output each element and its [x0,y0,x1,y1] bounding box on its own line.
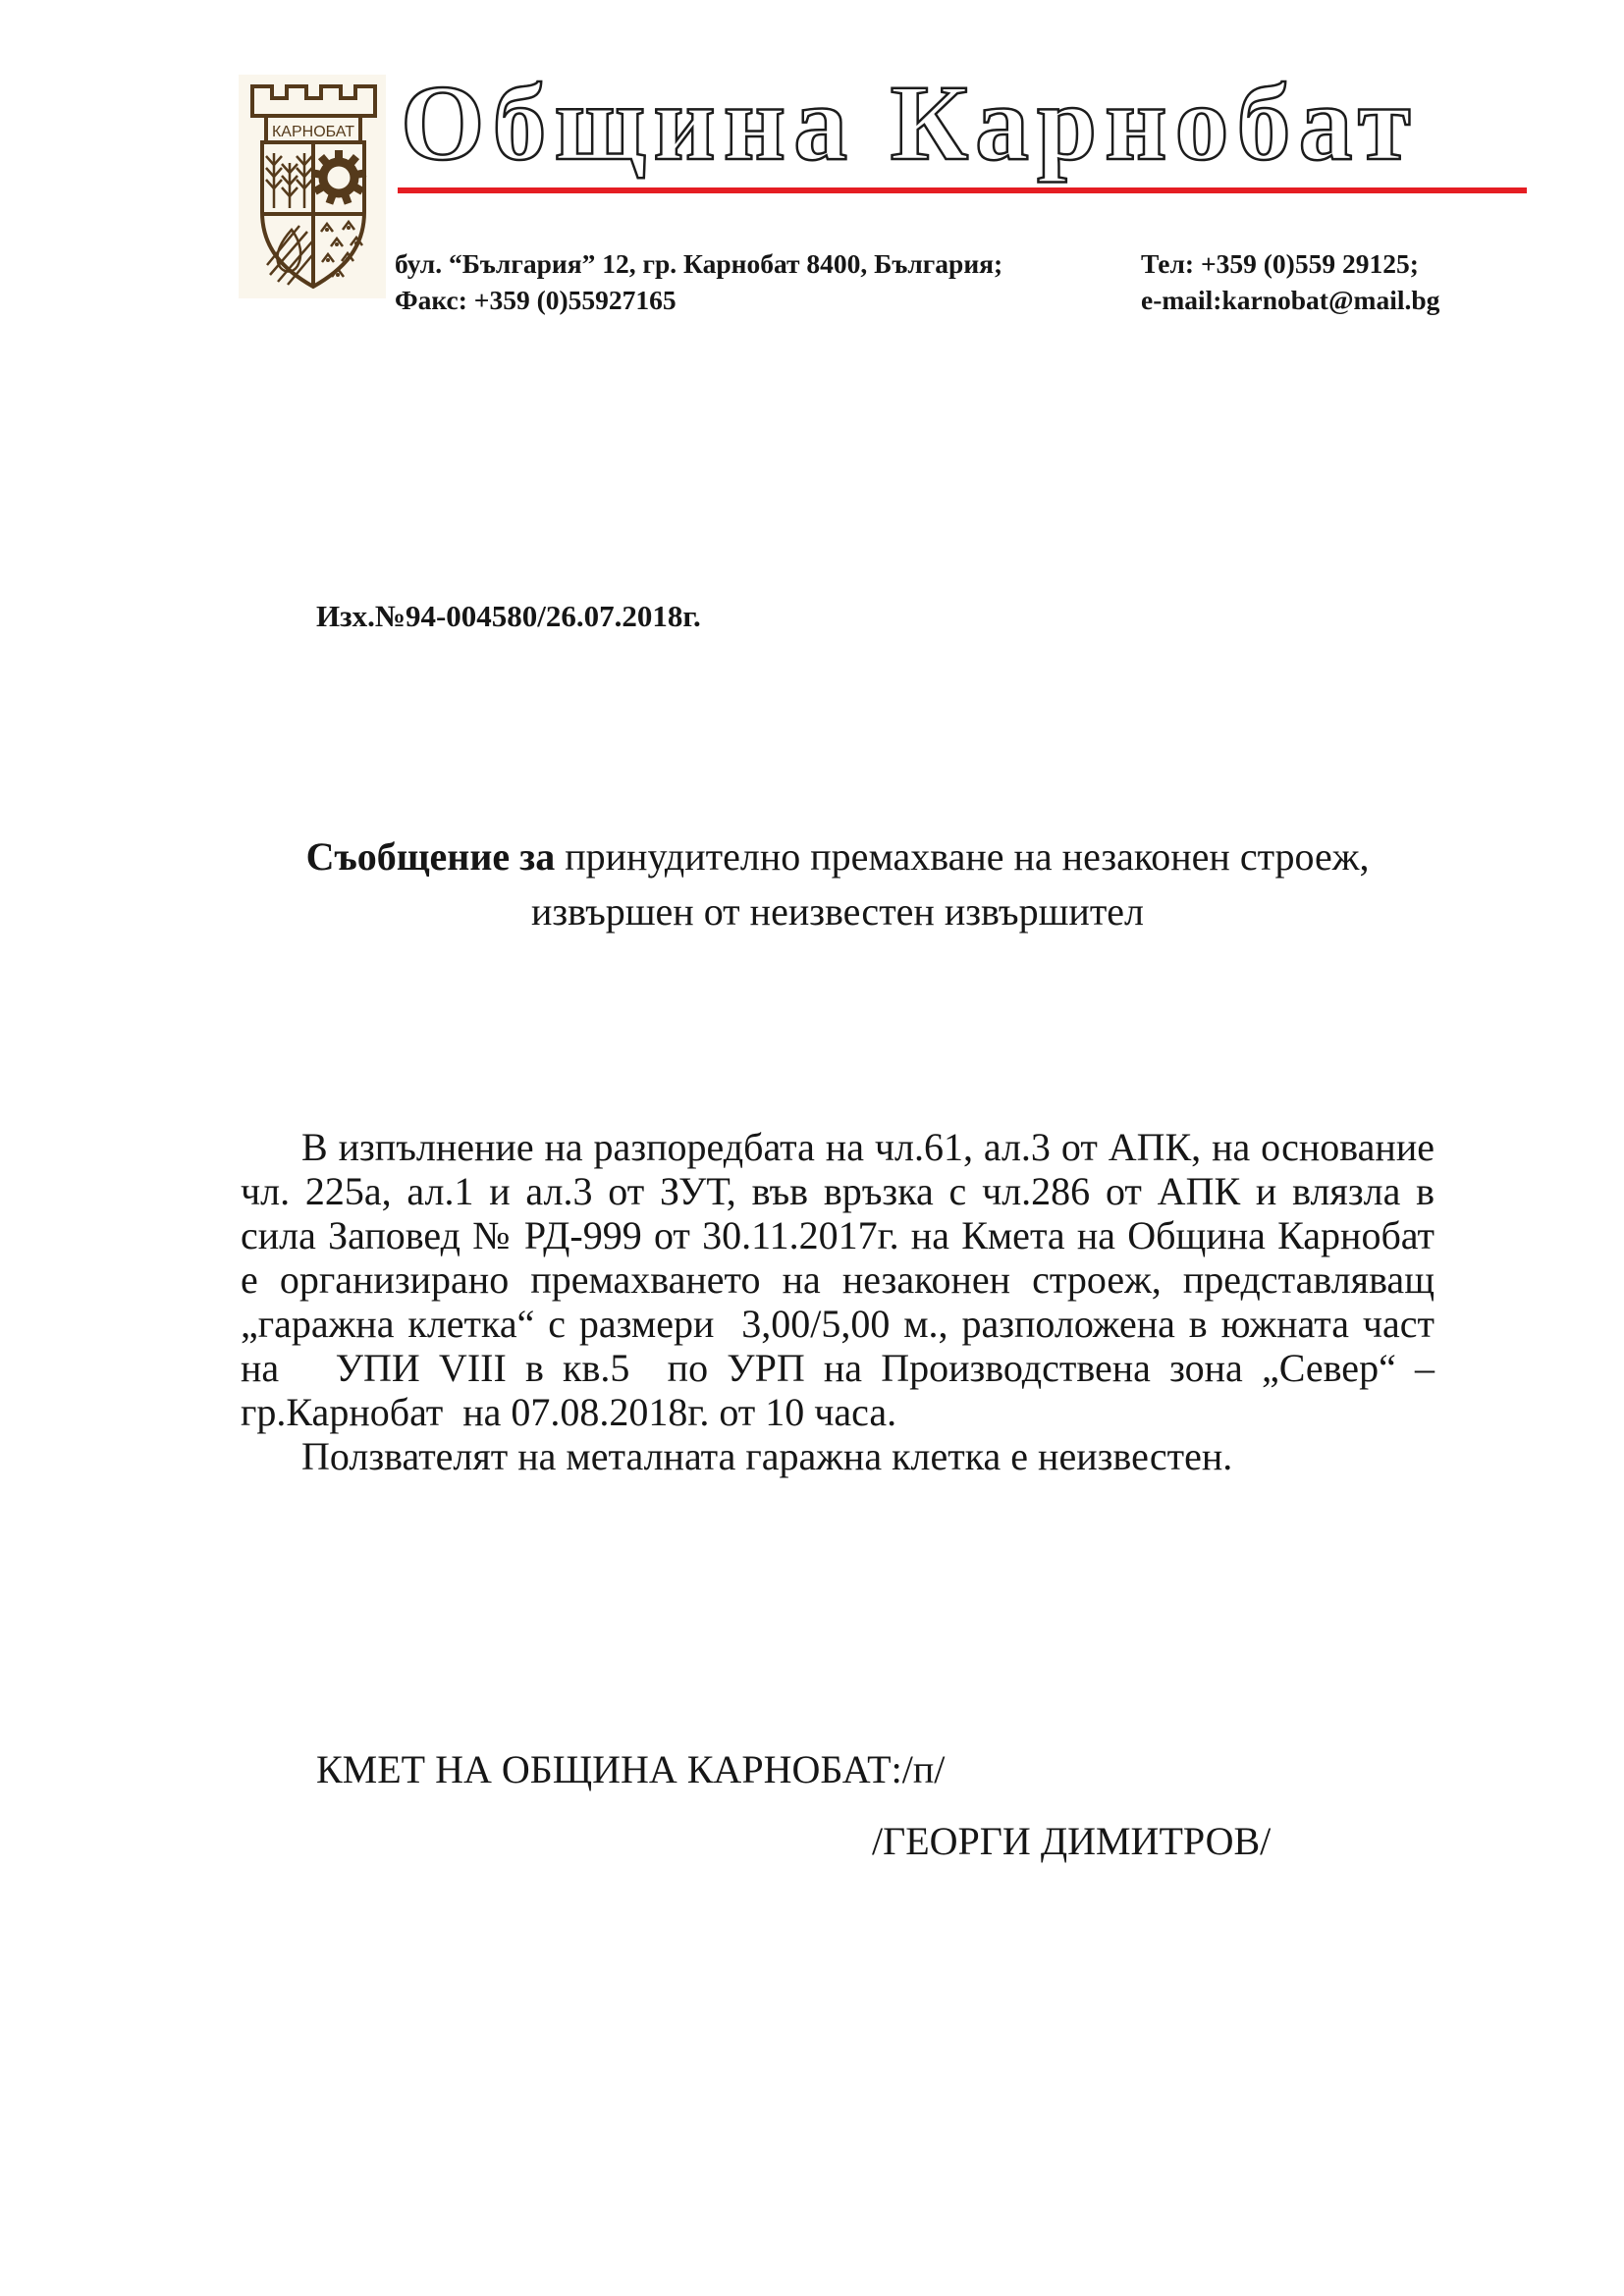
ref-number: Изх.№94-004580/26.07.2018г. [316,599,701,633]
document-title-bold: Съобщение за [305,834,556,879]
contact-block-right [1141,245,1439,318]
signature-title: КМЕТ НА ОБЩИНА КАРНОБАТ:/п/ [316,1747,946,1791]
signature-name: /ГЕОРГИ ДИМИТРОВ/ [872,1819,1272,1863]
crest-banner-text: КАРНОБАТ [271,124,355,140]
body-paragraph-2: Ползвателят на металната гаражна клетка е неизвестен. [301,1434,1233,1478]
document-title-line2: извършен от неизвестен извършител [530,889,1145,934]
coat-of-arms-icon [239,75,386,298]
document-title-line1 [241,829,1435,884]
body-paragraph: В изпълнение на разпоредбата на чл.61, ал.3 от АПК, на основание чл. 225а, ал.1 и ал.3 от ЗУТ, във връзка с чл.286 от АПК и влязла в сила Заповед № РД-999 от 30.11.2017г. на Кмета на Община Карнобат е организирано премахването на незаконен строеж, представляващ „гаражна клетка“ с размери 3,00/5,00 м., разположена в южната част на УПИ VIII в кв.5 по УРП на Производствена зона „Север“ – гр.Карнобат на 07.08.2018г. от 10 часа. [241,1125,1444,1434]
document-title-rest: принудително премахване на незаконен строеж, [555,834,1370,879]
address-line: бул. “България” 12, гр. Карнобат 8400, България; [395,248,1003,279]
email-line: e-mail:karnobat@mail.bg [1141,285,1440,315]
phone-line: Тел: +359 (0)559 29125; [1141,248,1419,279]
contact-block-left [395,245,1002,318]
fax-line: Факс: +359 (0)55927165 [395,285,677,315]
org-title: Община Карнобат [401,63,1419,183]
header-rule [398,187,1527,193]
document-title [241,829,1435,939]
document-body [241,1125,1444,1478]
